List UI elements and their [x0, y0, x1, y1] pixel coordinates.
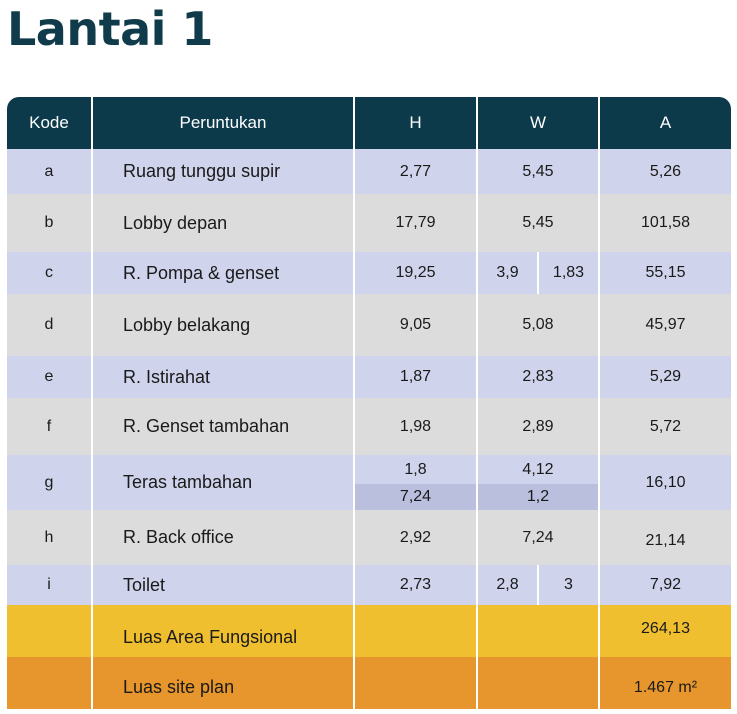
- row-h: 17,79: [395, 214, 436, 231]
- row-peruntukan: Toilet: [123, 574, 166, 595]
- row-kode: c: [45, 264, 53, 281]
- header-a: A: [659, 113, 672, 132]
- row-h: 2,73: [399, 576, 432, 593]
- row-w: 5,08: [522, 316, 554, 333]
- row-peruntukan: Lobby belakang: [123, 314, 251, 335]
- row-h: 2,77: [399, 162, 432, 180]
- row-w2: 3: [564, 576, 573, 593]
- table-row: [7, 149, 731, 194]
- row-h-split: [355, 455, 476, 510]
- header-kode: Kode: [29, 113, 69, 132]
- table-row: [7, 252, 731, 294]
- row-w2: 1,2: [478, 484, 598, 510]
- row-peruntukan: Ruang tunggu supir: [123, 161, 281, 181]
- column-divider: [476, 97, 478, 709]
- row-h: 2,92: [399, 528, 432, 546]
- table-row: [7, 455, 731, 510]
- table-row: [7, 565, 731, 605]
- row-a: 21,14: [645, 531, 686, 549]
- row-w: 5,45: [522, 162, 554, 180]
- row-h1: 1,8: [404, 460, 427, 478]
- table-row: [7, 294, 731, 356]
- row-peruntukan: R. Back office: [123, 527, 234, 547]
- row-kode: a: [44, 162, 54, 180]
- total-label: Luas site plan: [123, 676, 235, 697]
- table-row: [7, 356, 731, 398]
- header-w: W: [529, 113, 547, 132]
- row-peruntukan: R. Genset tambahan: [123, 416, 290, 436]
- total-row-fungsional: [7, 605, 731, 657]
- row-w1: 4,12: [522, 460, 554, 478]
- row-a: 5,26: [649, 162, 682, 180]
- row-peruntukan: Lobby depan: [123, 212, 228, 233]
- row-a: 7,92: [649, 576, 682, 593]
- row-kode: d: [44, 316, 54, 333]
- row-w-split: [478, 252, 598, 294]
- row-h: 19,25: [395, 264, 436, 281]
- column-divider: [91, 97, 93, 709]
- row-w1: 2,8: [496, 576, 519, 593]
- column-divider: [598, 97, 600, 709]
- row-w: 7,24: [522, 528, 554, 546]
- row-w: 5,45: [522, 214, 554, 231]
- header-peruntukan: Peruntukan: [179, 113, 267, 132]
- row-kode: h: [44, 528, 54, 546]
- row-w1: 3,9: [496, 264, 519, 281]
- row-kode: e: [44, 368, 54, 385]
- row-w: 2,83: [522, 368, 554, 385]
- row-peruntukan: Teras tambahan: [123, 472, 253, 492]
- row-h: 1,98: [399, 417, 432, 435]
- header-h: H: [409, 113, 422, 132]
- row-kode: i: [47, 576, 51, 593]
- room-table: [7, 97, 731, 709]
- row-kode: b: [44, 214, 54, 231]
- row-peruntukan: R. Istirahat: [123, 366, 211, 387]
- row-h2: 7,24: [355, 484, 476, 510]
- table-row: [7, 510, 731, 565]
- row-a: 45,97: [645, 316, 686, 333]
- table-row: [7, 398, 731, 455]
- row-a: 55,15: [645, 264, 686, 281]
- table-header: [7, 97, 731, 149]
- total-label: Luas Area Fungsional: [123, 626, 298, 647]
- row-w2: 1,83: [552, 264, 585, 281]
- total-row-siteplan: [7, 657, 731, 709]
- row-w-split: [478, 565, 598, 605]
- row-w-split: [478, 455, 598, 510]
- row-peruntukan: R. Pompa & genset: [123, 262, 280, 283]
- table-row: [7, 194, 731, 252]
- row-a: 5,29: [649, 368, 682, 385]
- column-divider: [353, 97, 355, 709]
- row-a: 16,10: [645, 473, 686, 491]
- row-h: 9,05: [399, 316, 432, 333]
- row-h: 1,87: [399, 368, 432, 385]
- row-a: 101,58: [641, 214, 690, 231]
- row-a: 5,72: [649, 417, 682, 435]
- row-kode: f: [46, 417, 52, 435]
- page-title: Lantai 1: [7, 2, 213, 56]
- total-value: 1.467 m²: [633, 679, 698, 696]
- row-kode: g: [44, 473, 54, 491]
- row-w: 2,89: [522, 417, 554, 435]
- total-value: 264,13: [641, 620, 690, 637]
